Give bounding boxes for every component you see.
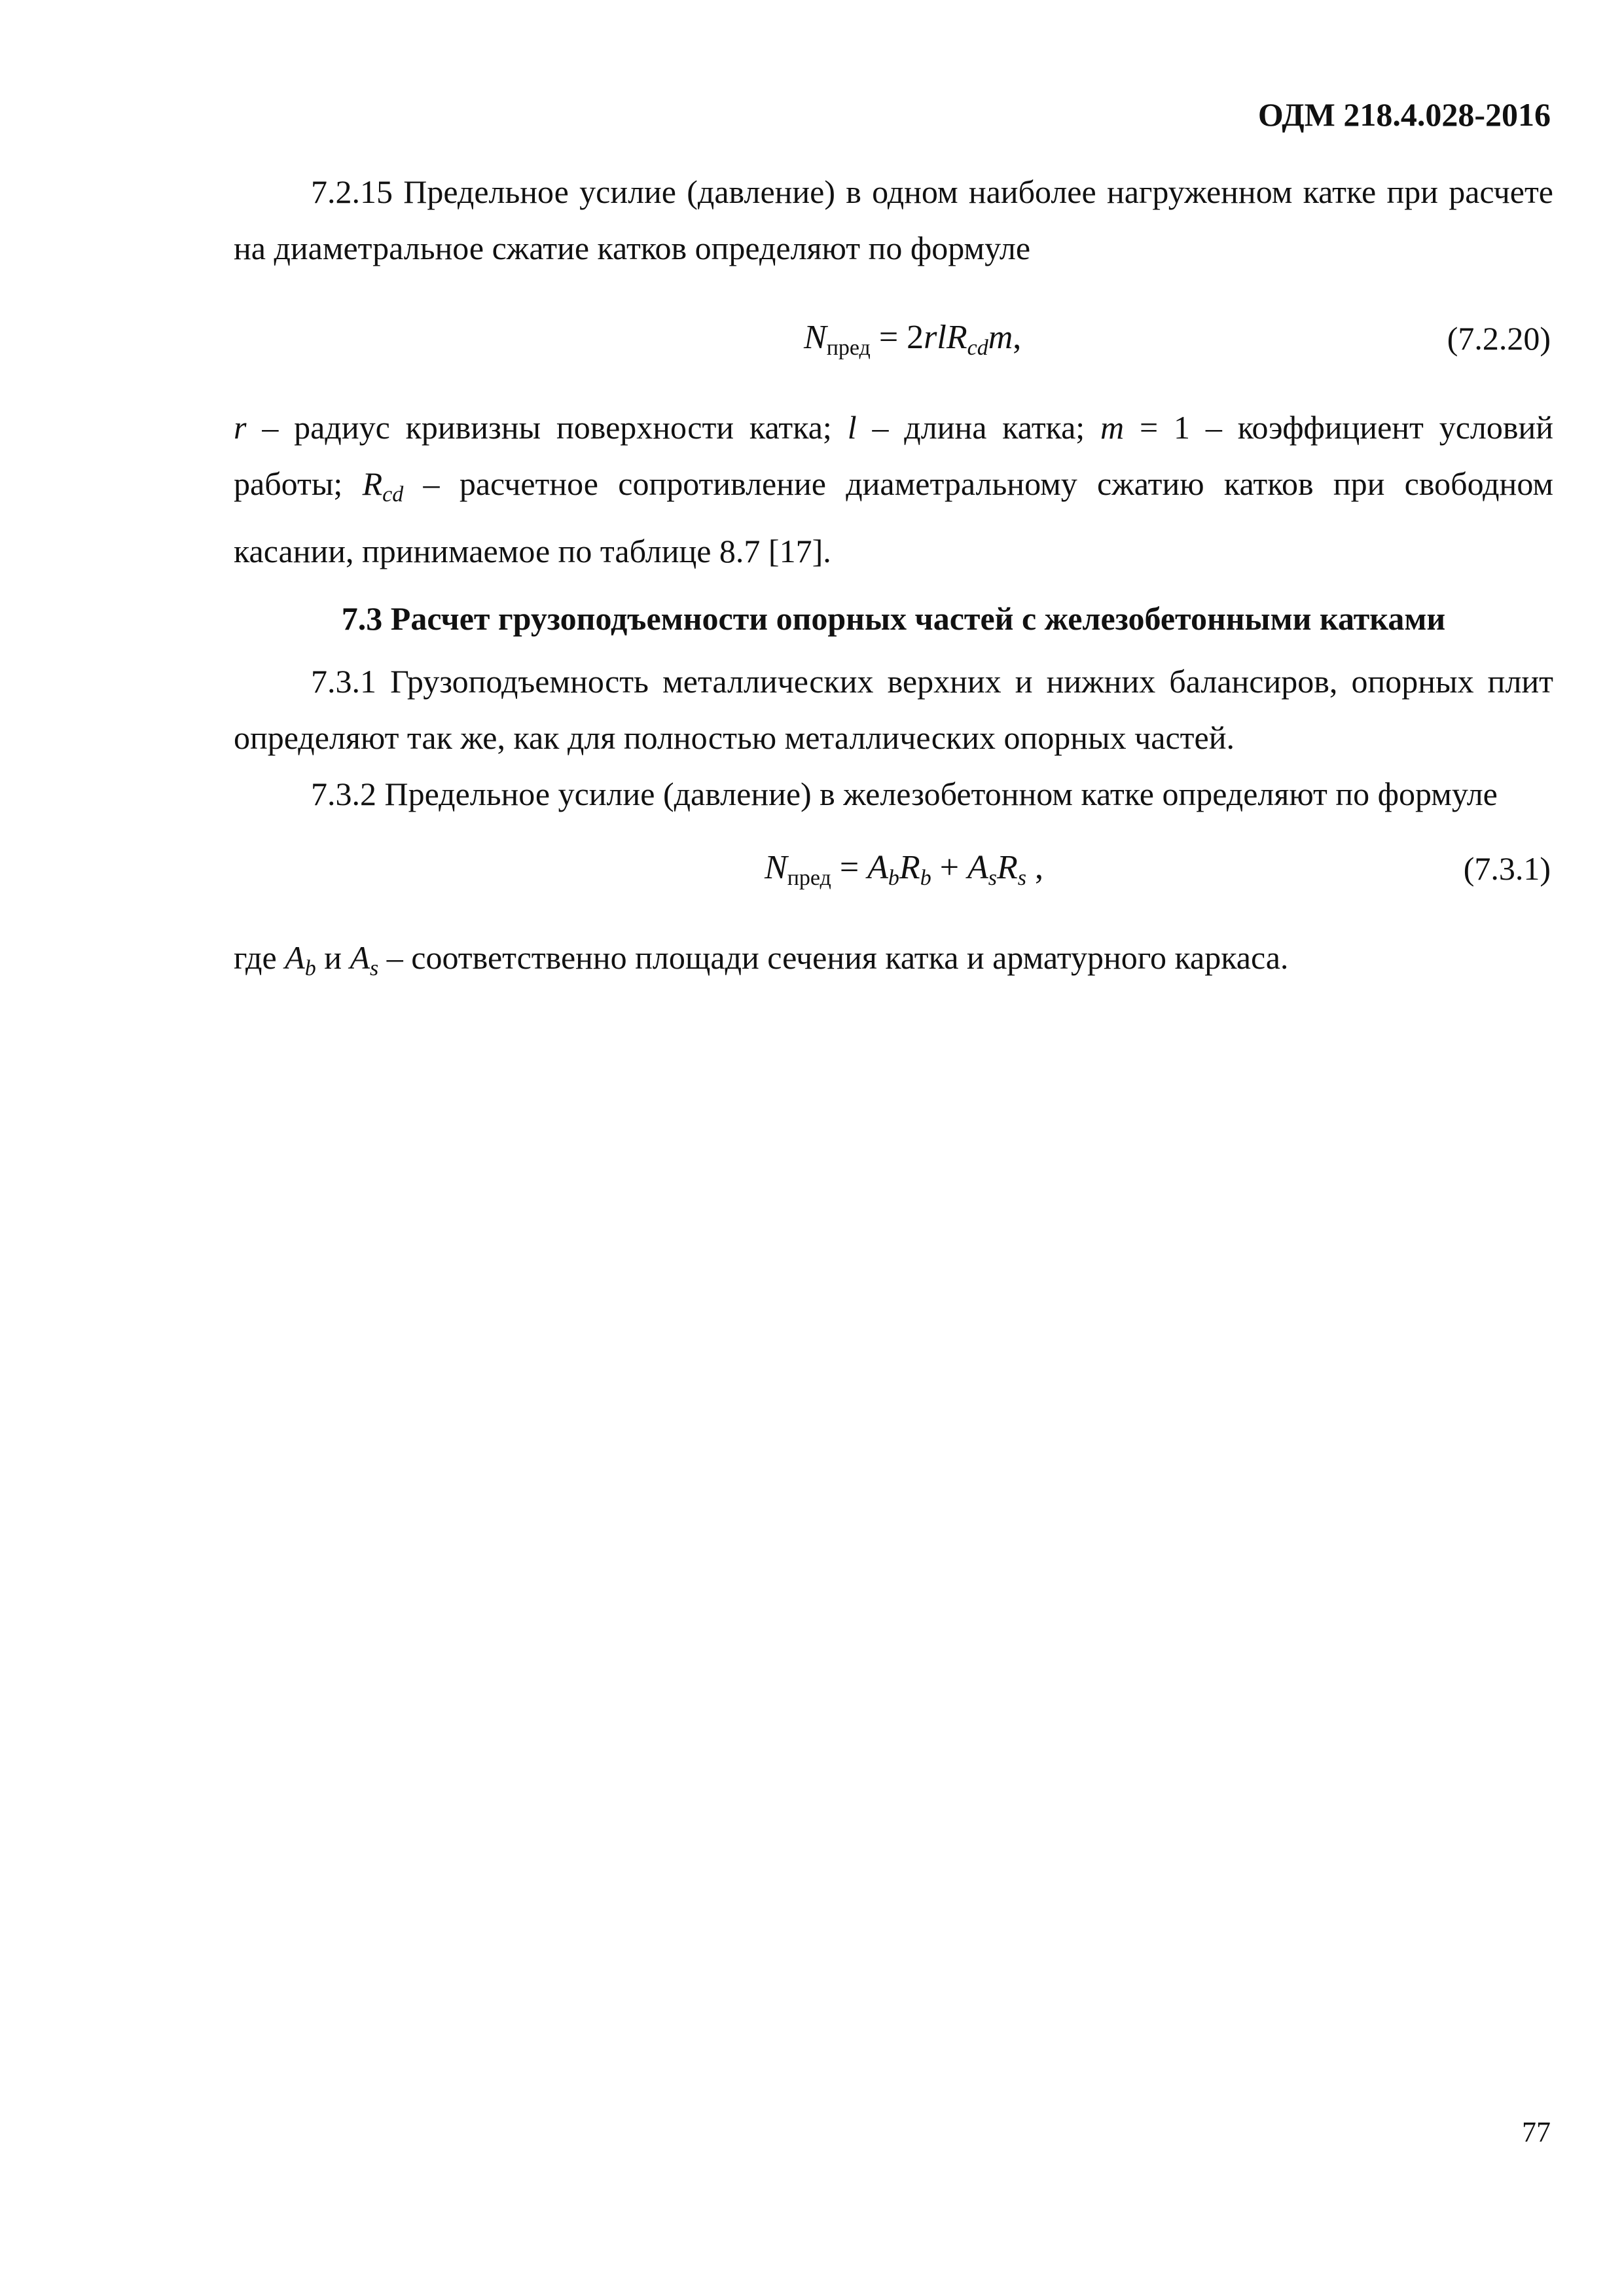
paragraph-7-3-1: 7.3.1 Грузоподъемность металлических верхних и нижних балансиров, опорных плит определяют так же, как для полностью металлических опорных частей. [234, 663, 1553, 756]
paragraph-7-2-15: 7.2.15 Предельное усилие (давление) в одном наиболее нагруженном катке при расчете на диаметральное сжатие катков определяют по формуле [234, 173, 1553, 266]
section-heading-7-3: 7.3 Расчет грузоподъемности опорных частей с железобетонными катками [341, 600, 1446, 637]
formula-number-7-3-1: (7.3.1) [1463, 850, 1551, 887]
formula-7-2-20-legend: r – радиус кривизны поверхности катка; l – длина катка; m = 1 – коэффициент условий работы; $R_{cd}$ – расчетное сопротивление диаметральному сжатию катков при свободном касании, принимаемое по таблице 8.7 [17]. [234, 409, 1554, 569]
page-number: 77 [1522, 2116, 1551, 2148]
formula-7-3-1-legend: где $A_b$ и $A_s$ – соответственно площади сечения катка и арматурного каркаса. [234, 939, 1289, 980]
formula-7-3-1: $N_{пред}$ = AbRb + AsRs , [765, 849, 1044, 890]
paragraph-7-3-2: 7.3.2 Предельное усилие (давление) в железобетонном катке определяют по формуле [311, 776, 1498, 812]
document-code: ОДМ 218.4.028-2016 [1257, 96, 1551, 133]
formula-7-2-20: $N_{пред}$ = 2rlRcdm, [804, 319, 1022, 360]
formula-number-7-2-20: (7.2.20) [1447, 320, 1551, 357]
